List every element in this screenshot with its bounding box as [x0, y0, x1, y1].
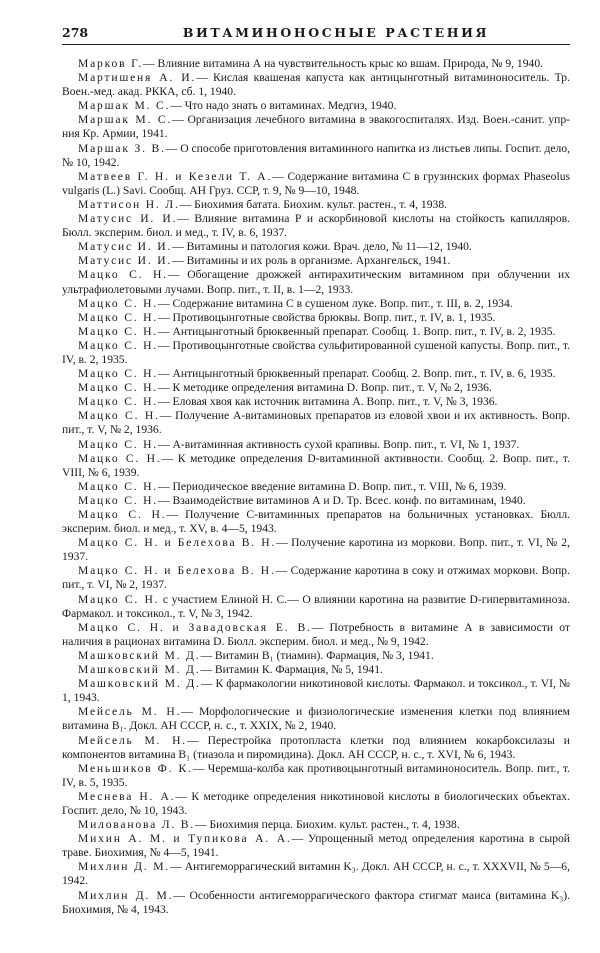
- reference-author: Мацко С. Н.: [78, 296, 158, 310]
- reference-author: Мацко С. Н.: [78, 367, 158, 381]
- reference-text: — Получение А-витаминовых препаратов из еловой хвои и их активность. Вопр. пит., т. V, № 2, 1936.: [62, 409, 570, 437]
- reference-entry: [62, 663, 570, 677]
- reference-text: — Витамины и патология кожи. Врач. дело, № 11—12, 1940.: [172, 240, 472, 254]
- reference-text: — О способе приготовления витаминного напитка из листьев липы. Госпит. дело, № 10, 1942.: [62, 141, 570, 169]
- reference-entry: [62, 734, 570, 762]
- reference-text: — Противоцынготные свойства брюквы. Вопр. пит., т. IV, в. 1, 1935.: [158, 310, 496, 324]
- reference-text: — Упрощенный метод определения каротина в сырой траве. Биохимия, № 4—5, 1941.: [62, 832, 570, 860]
- reference-text: — Перестройка протопласта клетки под влиянием кокарбоксилазы и компонентов витамина B₁ (тиазола и пиромидина). Докл. АН СССР, н. с., т. XVI, № 6, 1943.: [62, 733, 571, 761]
- reference-entry: [62, 367, 570, 381]
- reference-author: Мацко С. Н.: [78, 508, 167, 521]
- reference-author: Мацко С. Н.: [78, 451, 162, 465]
- reference-text: — Периодическое введение витамина D. Вопр. пит., т. VIII, № 6, 1939.: [158, 479, 507, 493]
- reference-text: — Витамины и их роль в организме. Архангельск, 1941.: [172, 254, 451, 268]
- reference-text: — Влияние витамина Р и аскорбиновой кислоты на стойкость капилляров. Бюлл. эксперим. биол. и мед., т. IV, в. 6, 1937.: [62, 212, 570, 240]
- reference-author: Машковский М. Д.: [78, 663, 201, 677]
- reference-entry: [62, 339, 570, 367]
- reference-text: — Потребность в витамине А в зависимости от наличия в рационах витамина D. Бюлл. эксперим. биол. и мед., № 9, 1942.: [62, 620, 570, 648]
- reference-entry: [62, 480, 570, 494]
- reference-author: Маршак З. В.: [78, 141, 166, 155]
- reference-text: — Взаимодействие витаминов А и D. Тр. Всес. конф. по витаминам, 1940.: [158, 493, 526, 507]
- reference-text: — Содержание витамина С в сушеном луке. Вопр. пит., т. III, в. 2, 1934.: [158, 296, 513, 310]
- reference-entry: [62, 790, 570, 818]
- reference-entry: [62, 452, 570, 480]
- reference-author: Милованова Л. В.: [78, 818, 196, 832]
- reference-entry: [62, 268, 570, 296]
- reference-entry: [62, 536, 570, 564]
- page-header: [62, 24, 570, 45]
- reference-entry: [62, 212, 570, 240]
- reference-text: — Витамин К. Фармация, № 5, 1941.: [200, 663, 383, 677]
- reference-list: [62, 57, 570, 917]
- reference-text: — Обогащение дрожжей антирахитическим витамином при облучении их ультрафиолетовыми лучами. Вопр. пит., т. II, в. 1—2, 1933.: [62, 268, 570, 296]
- reference-entry: [62, 325, 570, 339]
- reference-entry: [62, 99, 570, 113]
- reference-text: — К фармакологии никотиновой кислоты. Фармакол. и токсикол., т. VI, № 1, 1943.: [62, 677, 570, 705]
- reference-text: — Что надо знать о витаминах. Медгиз, 1940.: [170, 99, 397, 113]
- reference-text: — К методике определения витамина D. Вопр. пит., т. V, № 2, 1936.: [158, 381, 492, 395]
- reference-author: Мацко С. Н.: [78, 479, 158, 493]
- reference-entry: [62, 142, 570, 170]
- reference-author: Маршак М. С.: [78, 113, 173, 127]
- reference-entry: [62, 508, 570, 536]
- reference-entry: [62, 621, 570, 649]
- reference-author: Матвеев Г. Н. и Кезели Т. А.: [78, 169, 273, 183]
- reference-text: — Антигеморрагический витамин K₃. Докл. АН СССР, н. с., т. XXXVII, № 5—6, 1942.: [62, 860, 571, 888]
- reference-author: Михлин Д. М.: [78, 888, 174, 902]
- reference-author: Мацко С. Н.: [78, 338, 159, 352]
- reference-text: с участием Елиной Н. С.— О влиянии каротина на развитие D-гипервитаминоза. Фармакол. и токсикол., т. V, № 3, 1942.: [62, 592, 570, 620]
- reference-text: — Содержание каротина в соку и отжимах моркови. Вопр. пит., т. VI, № 2, 1937.: [62, 564, 570, 592]
- reference-entry: [62, 705, 570, 733]
- reference-entry: [62, 71, 570, 99]
- reference-entry: [62, 57, 570, 71]
- reference-text: — Противоцынготные свойства сульфитированной сушеной капусты. Вопр. пит., т. IV, в. 2, 1935.: [62, 338, 571, 366]
- reference-entry: [62, 818, 570, 832]
- reference-author: Мацко С. Н. и Белехова В. Н.: [78, 564, 276, 578]
- reference-author: Михлин Д. М.: [78, 860, 171, 874]
- reference-text: — А-витаминная активность сухой крапивы. Вопр. пит., т. VI, № 1, 1937.: [158, 437, 520, 451]
- reference-author: Мацко С. Н.: [78, 324, 158, 338]
- reference-entry: [62, 832, 570, 860]
- reference-author: Мацко С. Н. и Белехова В. Н.: [78, 536, 277, 550]
- reference-author: Михин А. М. и Тупикова А. А.: [78, 832, 292, 846]
- reference-entry: [62, 564, 570, 592]
- reference-text: — Содержание витамина С в грузинских формах Phaseolus vulgaris (L.) Savi. Сообщ. АН Груз. ССР, т. 9, № 9—10, 1948.: [62, 169, 571, 197]
- reference-author: Мейсель М. Н.: [78, 705, 182, 719]
- reference-entry: [62, 593, 570, 621]
- reference-entry: [62, 409, 570, 437]
- reference-entry: [62, 889, 570, 917]
- reference-author: Меснева Н. А.: [78, 789, 176, 803]
- reference-text: — Морфологические и физиологические изменения клетки под влиянием витамина B₁. Докл. АН СССР, н. с., т. XXIX, № 2, 1940.: [62, 705, 570, 733]
- reference-entry: [62, 438, 570, 452]
- reference-text: — Антицынготный брюквенный препарат. Сообщ. 1. Вопр. пит., т. IV, в. 2, 1935.: [158, 324, 556, 338]
- reference-text: — Особенности антигеморрагического фактора стигмат маиса (витамина K₃). Биохимия, № 4, 1943.: [62, 888, 571, 916]
- reference-text: — К методике определения никотиновой кислоты в биологических объектах. Госпит. дело, № 10, 1943.: [62, 789, 570, 817]
- reference-author: Мацко С. Н.: [78, 268, 168, 282]
- reference-author: Маттисон Н. Л.: [78, 197, 180, 211]
- reference-author: Мацко С. Н.: [78, 409, 160, 423]
- reference-entry: [62, 649, 570, 663]
- reference-text: — Витамин B₁ (тиамин). Фармация, № 3, 1941.: [200, 648, 434, 662]
- reference-entry: [62, 170, 570, 198]
- reference-author: Меньшиков Ф. К.: [78, 761, 193, 775]
- reference-text: — Влияние витамина А на чувствительность крыс ко вшам. Природа, № 9, 1940.: [142, 57, 544, 70]
- reference-text: — Черемша-колба как противоцынготный витаминоноситель. Вопр. пит., т. IV, в. 5, 1935.: [62, 761, 570, 789]
- reference-author: Матусис И. И.: [78, 212, 178, 226]
- reference-author: Матусис И. И.: [78, 240, 173, 254]
- reference-author: Марков Г.: [78, 57, 143, 70]
- reference-entry: [62, 494, 570, 508]
- reference-author: Мацко С. Н.: [78, 592, 160, 606]
- reference-author: Мацко С. Н.: [78, 310, 158, 324]
- reference-entry: [62, 311, 570, 325]
- reference-text: — Антицынготный брюквенный препарат. Сообщ. 2. Вопр. пит., т. IV, в. 6, 1935.: [158, 367, 556, 381]
- reference-author: Мацко С. Н.: [78, 395, 158, 409]
- page-number: 278: [62, 25, 89, 40]
- reference-author: Мацко С. Н. и Завадовская Е. В.: [78, 620, 312, 634]
- running-title: ВИТАМИНОНОСНЫЕ РАСТЕНИЯ: [182, 25, 490, 40]
- reference-entry: [62, 240, 570, 254]
- reference-author: Матусис И. И.: [78, 254, 173, 268]
- reference-text: — Кислая квашеная капуста как антицынготный витаминоноситель. Тр. Воен.-мед. акад. РККА, сб. 1, 1940.: [62, 71, 570, 99]
- reference-author: Машковский М. Д.: [78, 648, 201, 662]
- reference-entry: [62, 113, 570, 141]
- reference-entry: [62, 860, 570, 888]
- reference-entry: [62, 198, 570, 212]
- reference-author: Мацко С. Н.: [78, 493, 158, 507]
- reference-text: — Биохимия перца. Биохим. культ. растен., т. 4, 1938.: [195, 818, 460, 832]
- reference-entry: [62, 381, 570, 395]
- reference-text: — Получение каротина из моркови. Вопр. пит., т. VI, № 2, 1937.: [62, 536, 570, 564]
- reference-author: Мейсель М. Н.: [78, 733, 187, 747]
- reference-text: — Биохимия батата. Биохим. культ. растен., т. 4, 1938.: [179, 197, 448, 211]
- reference-author: Мацко С. Н.: [78, 437, 158, 451]
- reference-text: — Организация лечебного витамина в эвакогоспиталях. Изд. Воен.-санит. упр-ния Кр. Армии, 1941.: [62, 113, 570, 141]
- reference-author: Маршак М. С.: [78, 99, 171, 113]
- reference-text: — Еловая хвоя как источник витамина А. Вопр. пит., т. V, № 3, 1936.: [158, 395, 498, 409]
- reference-author: Мартишеня А. И.: [78, 71, 197, 85]
- reference-author: Мацко С. Н.: [78, 381, 158, 395]
- reference-text: — К методике определения D-витаминной активности. Сообщ. 2. Вопр. пит., т. VIII, № 6, 1939.: [62, 451, 571, 479]
- reference-text: — Получение С-витаминных препаратов на больничных установках. Бюлл. эксперим. биол. и мед., т. XV, в. 4—5, 1943.: [62, 508, 571, 536]
- reference-entry: [62, 254, 570, 268]
- reference-author: Машковский М. Д.: [78, 677, 201, 691]
- reference-entry: [62, 297, 570, 311]
- reference-entry: [62, 762, 570, 790]
- reference-entry: [62, 395, 570, 409]
- reference-entry: [62, 677, 570, 705]
